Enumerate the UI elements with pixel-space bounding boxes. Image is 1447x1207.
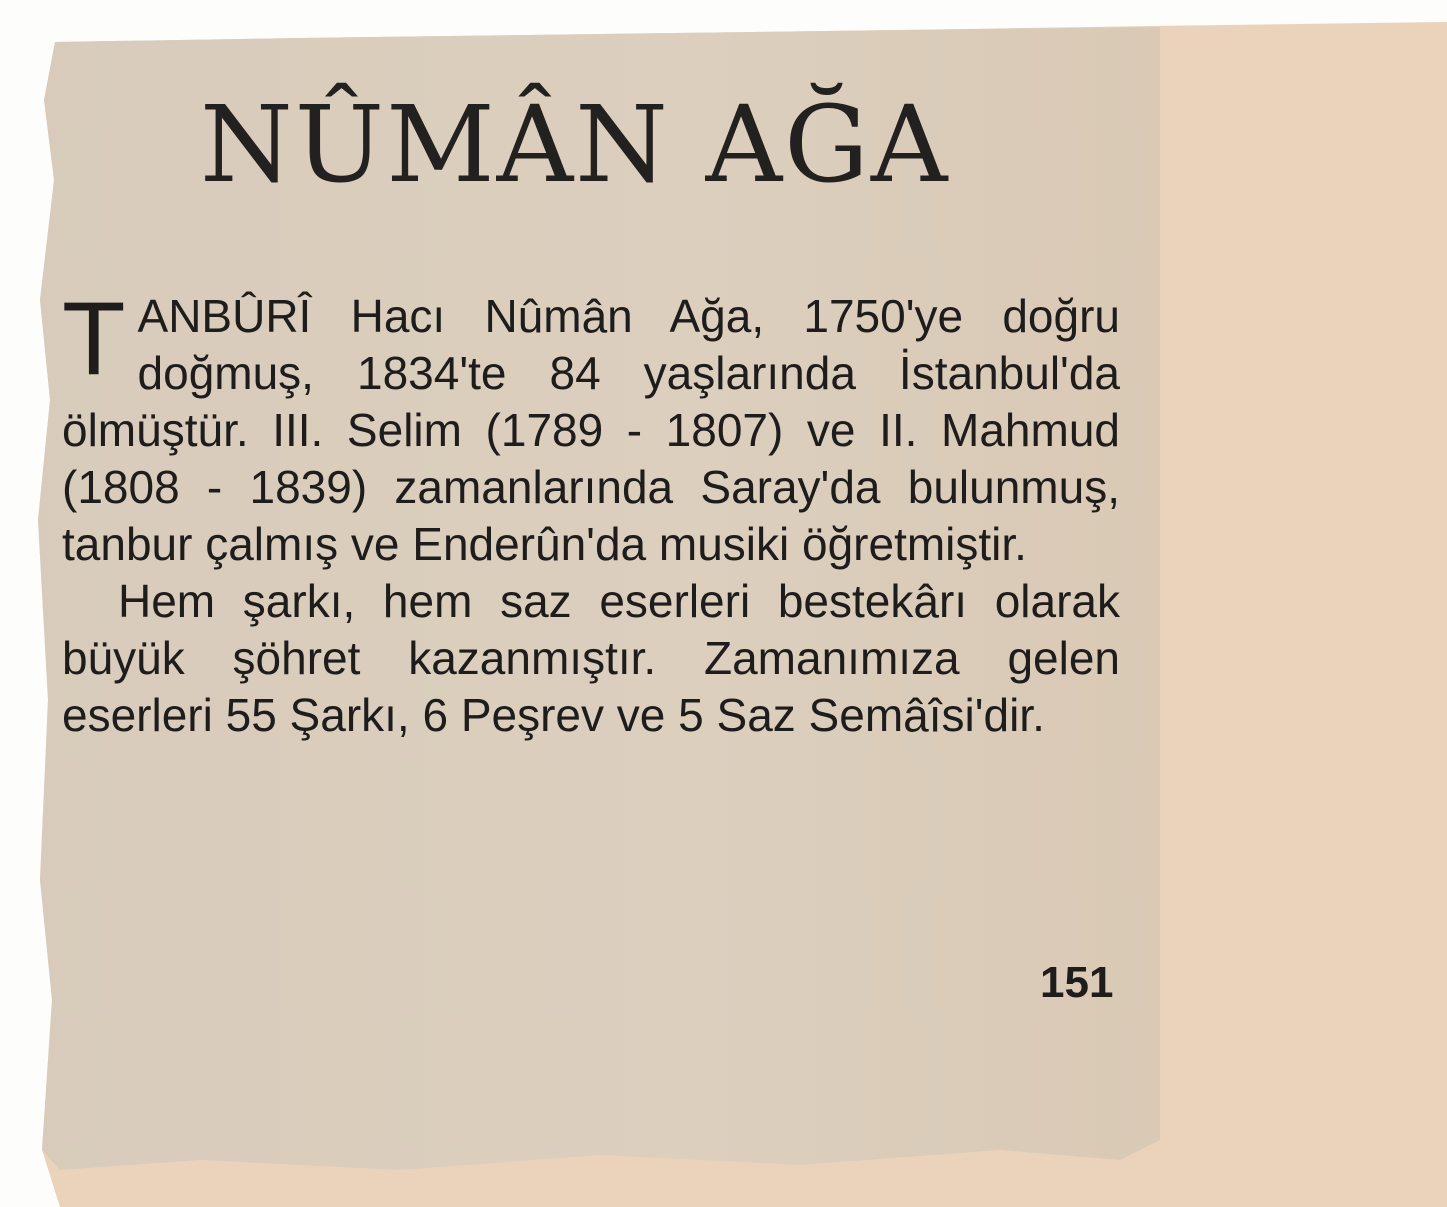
- article-paragraph-1: [62, 281, 1120, 573]
- article-paragraph-2: [62, 573, 1120, 744]
- page-number: 151: [1040, 958, 1114, 1007]
- article-title: NÛMÂN AĞA: [200, 83, 950, 206]
- paragraph-1-text: ANBÛRÎ Hacı Nûmân Ağa, 1750'ye doğru doğmuş, 1834'te 84 yaşlarında İstanbul'da ölmüştür. III. Selim (1789 - 1807) ve II. Mahmud (1808 - 1839) zamanlarında Saray'da bulunmuş, tanbur çalmış ve Enderûn'da musiki öğretmiştir.: [62, 290, 1120, 570]
- paragraph-2-text: Hem şarkı, hem saz eserleri bestekârı olarak büyük şöhret kazanmıştır. Zamanımıza gelen eserleri 55 Şarkı, 6 Peşrev ve 5 Saz Semâîsi'dir.: [62, 575, 1120, 741]
- article-body: [62, 281, 1120, 744]
- drop-cap: T: [62, 281, 126, 397]
